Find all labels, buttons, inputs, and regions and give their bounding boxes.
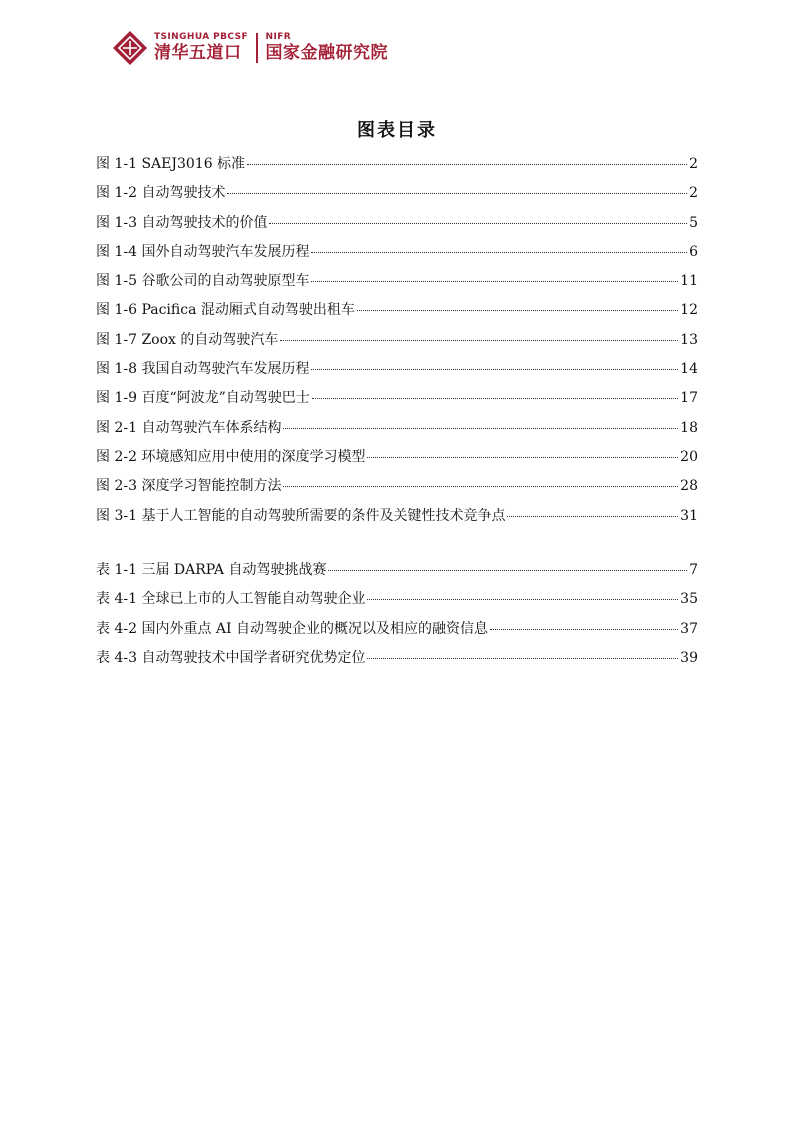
figure-entry[interactable] (96, 271, 698, 300)
brand-secondary (266, 32, 389, 64)
page-header (112, 28, 388, 68)
figure-entry[interactable] (96, 359, 698, 388)
dot-leader (227, 193, 687, 194)
dot-leader (328, 570, 687, 571)
figure-entry[interactable] (96, 213, 698, 242)
toc-entry-page: 12 (680, 302, 698, 319)
toc-entry-page: 2 (689, 156, 698, 172)
toc-entry-label: 图 3-1 基于人工智能的自动驾驶所需要的条件及关键性技术竞争点 (96, 507, 506, 524)
toc-entry-label: 图 1-6 Pacifica 混动厢式自动驾驶出租车 (96, 302, 355, 319)
toc-entry-label: 图 1-8 我国自动驾驶汽车发展历程 (96, 361, 310, 378)
dot-leader (367, 457, 678, 458)
figure-entry[interactable] (96, 388, 698, 417)
toc-entry-label: 图 1-1 SAEJ3016 标准 (96, 156, 246, 172)
toc-entry-label: 图 1-5 谷歌公司的自动驾驶原型车 (96, 273, 310, 290)
toc-entry-label: 图 1-2 自动驾驶技术 (96, 185, 226, 202)
toc-entry-label: 表 4-3 自动驾驶技术中国学者研究优势定位 (96, 649, 366, 666)
dot-leader (269, 223, 687, 224)
nifr-chinese: 国家金融研究院 (265, 43, 389, 63)
toc-entry-label: 表 1-1 三届 DARPA 自动驾驶挑战赛 (96, 562, 327, 578)
dot-leader (490, 629, 678, 630)
toc-entry-label: 表 4-2 国内外重点 AI 自动驾驶企业的概况以及相应的融资信息 (96, 620, 488, 637)
toc-entry-page: 35 (680, 591, 698, 608)
dot-leader (367, 658, 678, 659)
table-entry[interactable] (96, 560, 698, 589)
dot-leader (311, 252, 687, 253)
toc-entry-page: 7 (689, 562, 698, 578)
tsinghua-pbcsf-logo-icon (112, 30, 148, 66)
toc-entry-page: 31 (680, 507, 698, 524)
brand-chinese: 清华五道口 (154, 43, 242, 63)
toc-entry-page: 18 (680, 419, 698, 436)
dot-leader (311, 369, 678, 370)
dot-leader (280, 340, 678, 341)
figure-entry[interactable] (96, 183, 698, 212)
toc-entry-page: 37 (680, 620, 698, 637)
dot-leader (247, 164, 687, 165)
brand-english: TSINGHUA PBCSF (154, 32, 249, 42)
table-entry[interactable] (96, 648, 698, 677)
dot-leader (357, 310, 678, 311)
figure-entry[interactable] (96, 447, 698, 476)
dot-leader (283, 486, 678, 487)
toc-entry-label: 图 2-1 自动驾驶汽车体系结构 (96, 419, 282, 436)
toc-entry-label: 图 1-9 百度“阿波龙”自动驾驶巴士 (96, 390, 310, 407)
figure-list (96, 154, 698, 535)
toc-entry-page: 13 (680, 331, 698, 348)
dot-leader (507, 516, 678, 517)
figure-entry[interactable] (96, 418, 698, 447)
brand-primary (154, 32, 248, 64)
dot-leader (367, 599, 678, 600)
table-entry[interactable] (96, 619, 698, 648)
brand-divider (256, 33, 258, 63)
figure-entry[interactable] (96, 154, 698, 183)
toc-entry-label: 图 2-2 环境感知应用中使用的深度学习模型 (96, 448, 366, 465)
toc-entry-page: 39 (680, 649, 698, 666)
toc-entry-page: 20 (680, 448, 698, 465)
toc-entry-page: 6 (689, 243, 698, 260)
toc-entry-page: 11 (680, 273, 698, 290)
nifr-english: NIFR (265, 32, 292, 42)
dot-leader (311, 281, 678, 282)
figure-entry[interactable] (96, 506, 698, 535)
figure-entry[interactable] (96, 300, 698, 329)
toc-entry-label: 图 1-4 国外自动驾驶汽车发展历程 (96, 243, 310, 260)
figure-entry[interactable] (96, 242, 698, 271)
page-title: 图表目录 (357, 120, 437, 141)
table-list (96, 560, 698, 677)
toc-entry-label: 表 4-1 全球已上市的人工智能自动驾驶企业 (96, 591, 366, 608)
table-entry[interactable] (96, 589, 698, 618)
toc-entry-page: 28 (680, 478, 698, 495)
dot-leader (312, 398, 678, 399)
toc-entry-label: 图 1-3 自动驾驶技术的价值 (96, 214, 268, 231)
toc-entry-page: 2 (689, 185, 698, 202)
toc-entry-page: 5 (689, 214, 698, 231)
toc-entry-label: 图 1-7 Zoox 的自动驾驶汽车 (96, 331, 279, 348)
toc-entry-page: 17 (680, 390, 698, 407)
toc-entry-page: 14 (680, 361, 698, 378)
figure-entry[interactable] (96, 330, 698, 359)
figure-entry[interactable] (96, 476, 698, 505)
toc-entry-label: 图 2-3 深度学习智能控制方法 (96, 478, 282, 495)
dot-leader (283, 428, 678, 429)
